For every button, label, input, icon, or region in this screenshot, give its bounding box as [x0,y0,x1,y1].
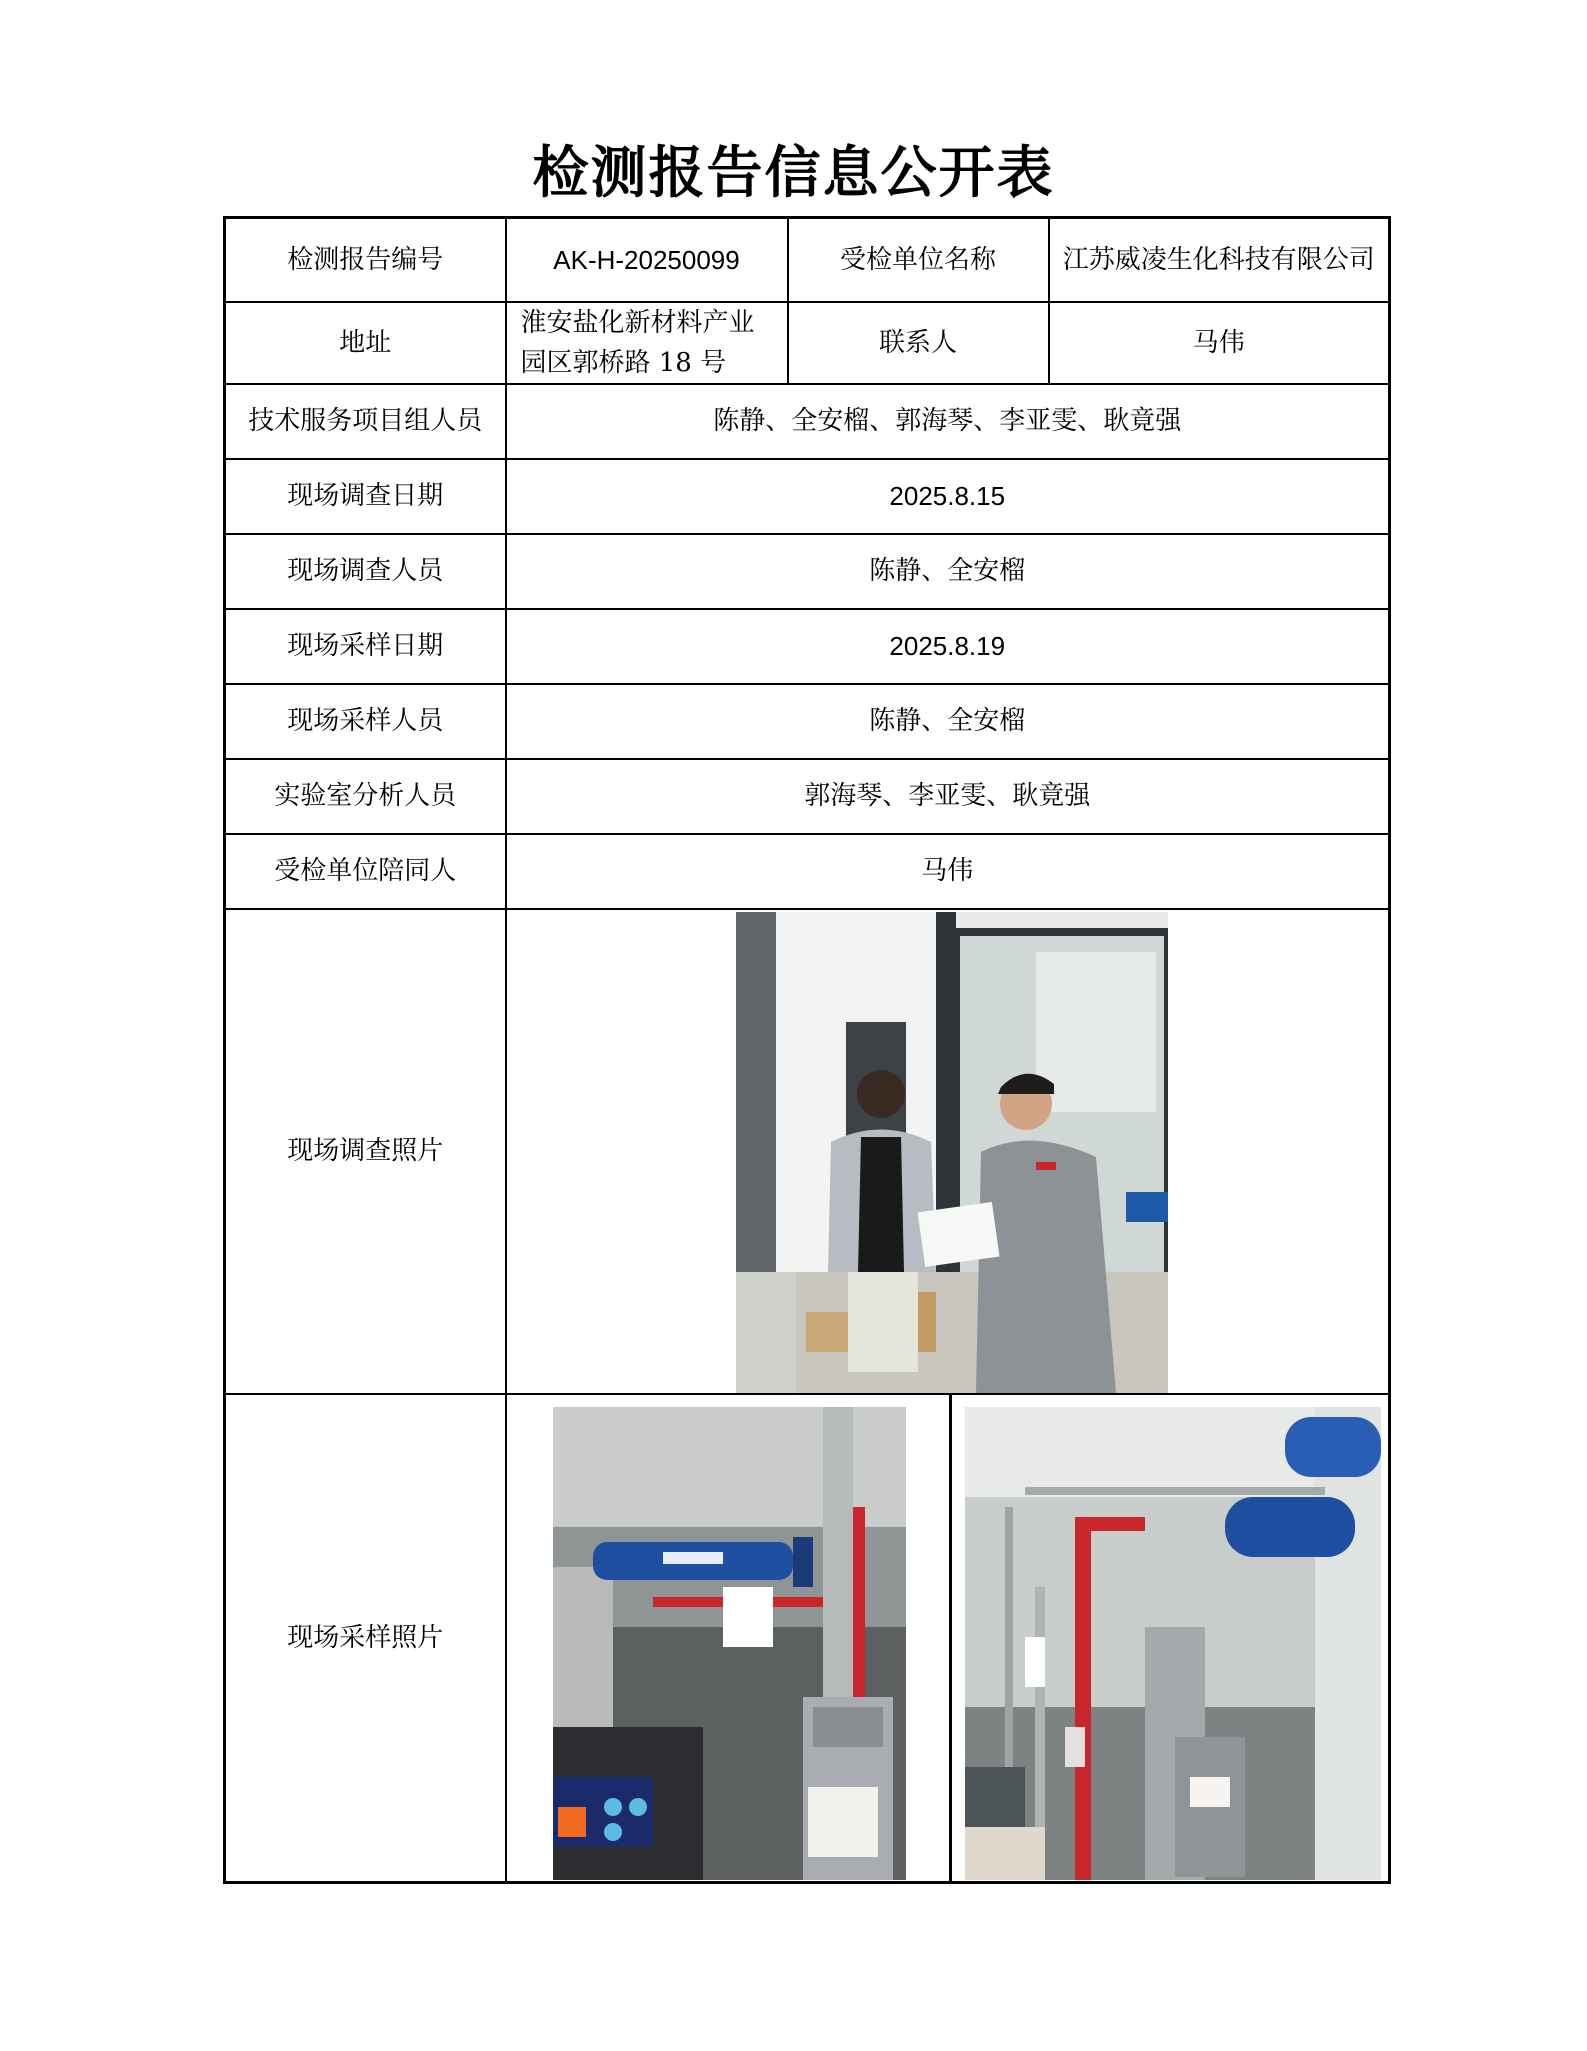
survey-photo-cell [506,909,1390,1394]
table-row [225,909,1390,1394]
photo-divider [949,1395,952,1882]
lab-staff-label: 实验室分析人员 [225,759,506,834]
sampling-photo-cell [506,1394,1390,1883]
team-label: 技术服务项目组人员 [225,384,506,459]
report-no-value: AK-H-20250099 [506,218,788,302]
escort-label: 受检单位陪同人 [225,834,506,909]
table-row [225,834,1390,909]
sampling-photo-right [965,1407,1381,1880]
survey-staff-value: 陈静、全安榴 [506,534,1390,609]
sampling-date-value: 2025.8.19 [506,609,1390,684]
contact-value: 马伟 [1049,302,1390,384]
client-name-label: 受检单位名称 [788,218,1049,302]
sampling-scene-image-1 [553,1407,906,1880]
sampling-staff-label: 现场采样人员 [225,684,506,759]
sampling-date-label: 现场采样日期 [225,609,506,684]
contact-label: 联系人 [788,302,1049,384]
table-row [225,609,1390,684]
address-label: 地址 [225,302,506,384]
page-title: 检测报告信息公开表 [532,140,1055,206]
table-row [225,218,1390,302]
survey-date-label: 现场调查日期 [225,459,506,534]
table-row [225,1394,1390,1883]
survey-photo-label: 现场调查照片 [225,909,506,1394]
sampling-staff-value: 陈静、全安榴 [506,684,1390,759]
table-row [225,534,1390,609]
address-value: 淮安盐化新材料产业园区郭桥路 18 号 [506,302,788,384]
team-value: 陈静、全安榴、郭海琴、李亚雯、耿竟强 [506,384,1390,459]
report-info-table [223,216,1391,1884]
client-name-value: 江苏威凌生化科技有限公司 [1049,218,1390,302]
survey-date-value: 2025.8.15 [506,459,1390,534]
survey-photo [736,912,1168,1393]
table-row [225,459,1390,534]
table-row [225,759,1390,834]
lab-staff-value: 郭海琴、李亚雯、耿竟强 [506,759,1390,834]
report-no-label: 检测报告编号 [225,218,506,302]
table-row [225,684,1390,759]
survey-scene-image [736,912,1168,1393]
escort-value: 马伟 [506,834,1390,909]
sampling-photo-label: 现场采样照片 [225,1394,506,1883]
table-row [225,302,1390,384]
sampling-photo-left [553,1407,906,1880]
table-row [225,384,1390,459]
sampling-scene-image-2 [965,1407,1381,1880]
survey-staff-label: 现场调查人员 [225,534,506,609]
